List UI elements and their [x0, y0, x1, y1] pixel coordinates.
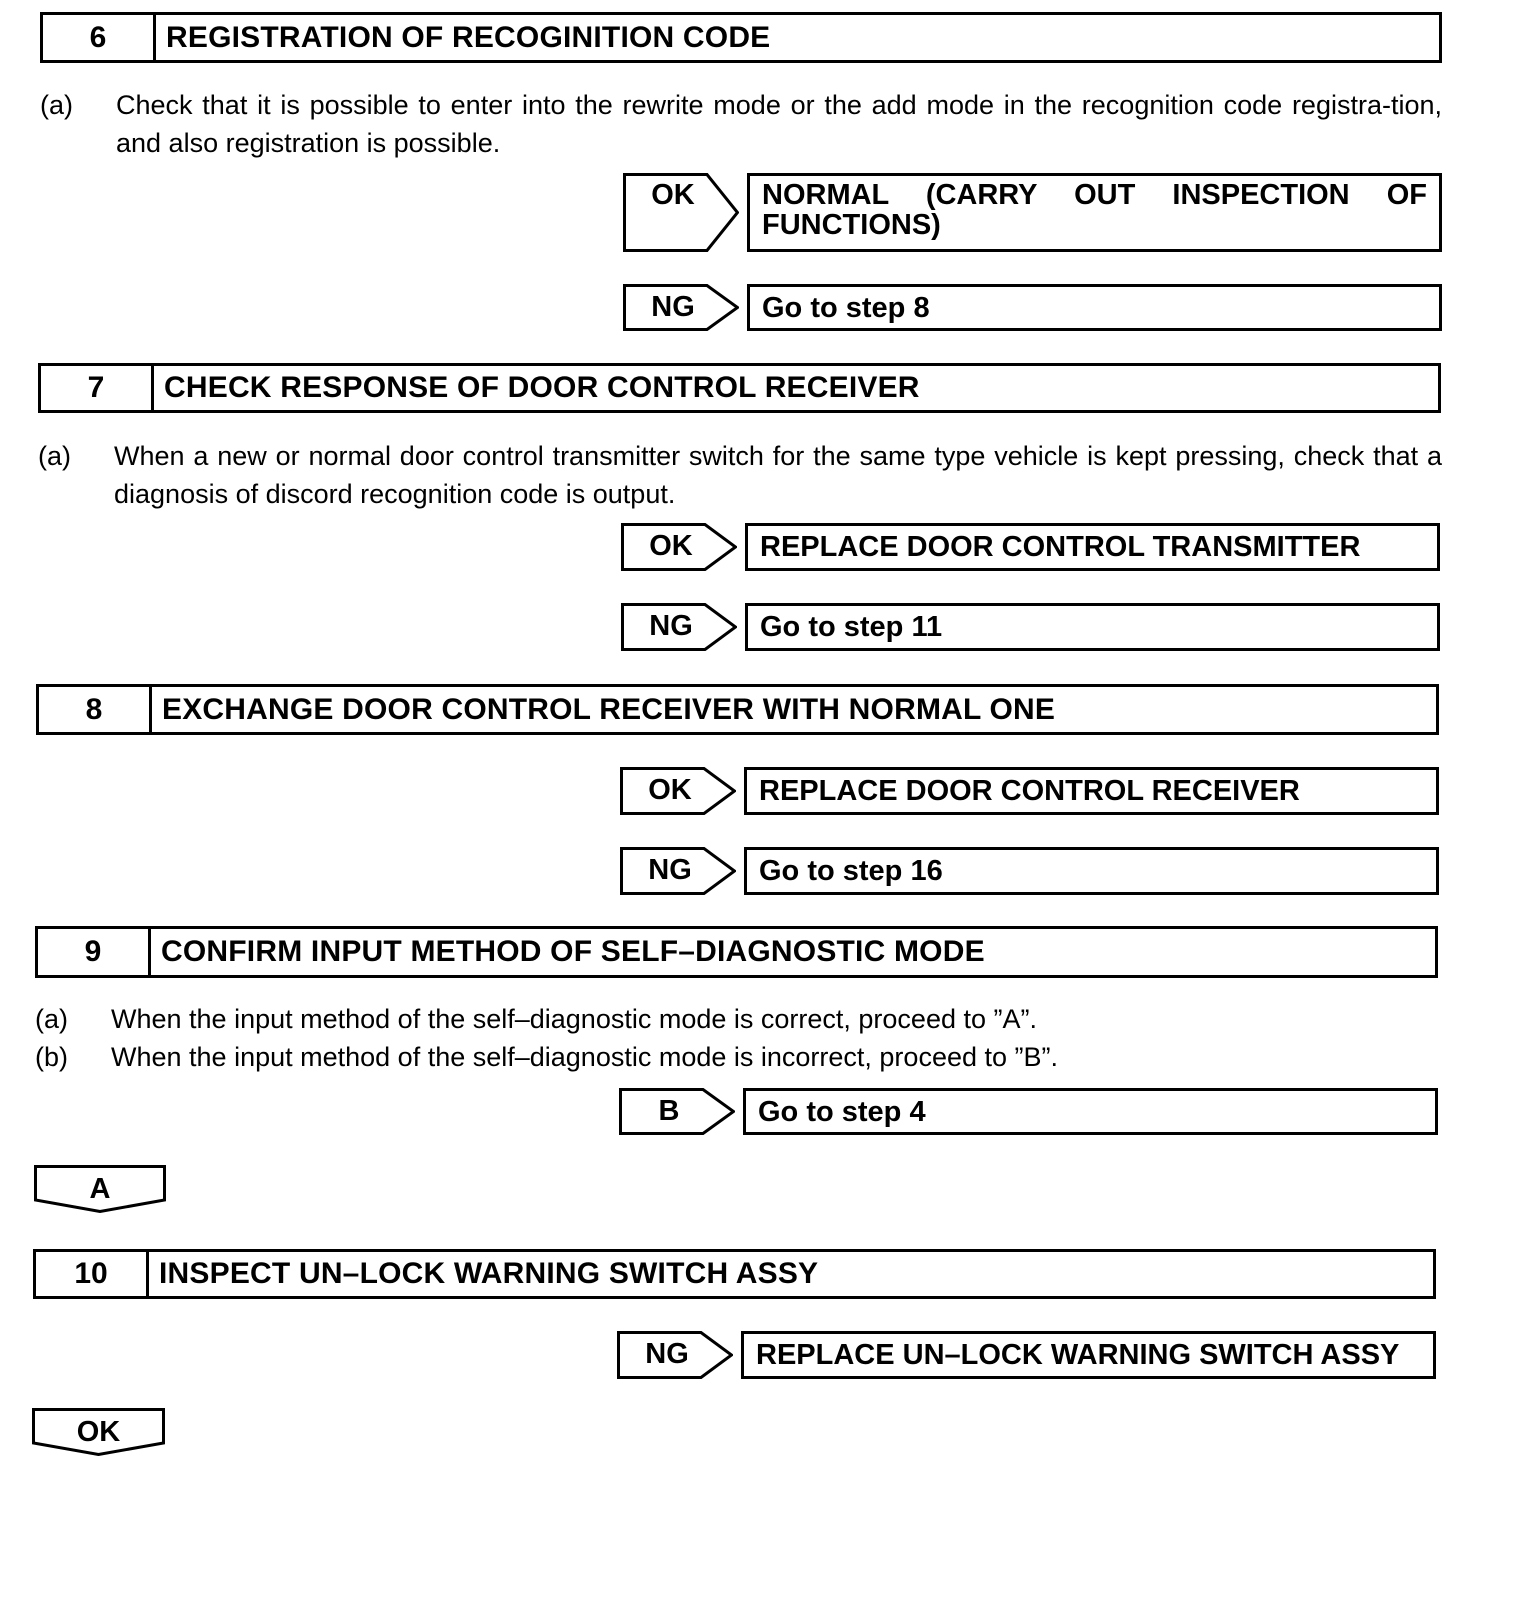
step-number: 10	[36, 1252, 149, 1296]
result-tag-ok	[621, 523, 737, 571]
step-number: 7	[41, 366, 154, 410]
result-action-box: Go to step 8	[747, 284, 1442, 331]
result-action-box: NORMAL (CARRY OUT INSPECTION OF FUNCTIONS)	[747, 173, 1442, 252]
result-tag-label: NG	[649, 610, 693, 642]
result-action-box: REPLACE DOOR CONTROL RECEIVER	[744, 767, 1439, 815]
instruction-paragraph	[35, 1038, 1439, 1076]
step-header	[36, 684, 1439, 735]
continue-tag-a	[34, 1165, 166, 1213]
result-tag-label: NG	[645, 1338, 689, 1370]
paragraph-text: When a new or normal door control transmitter switch for the same type vehicle is kept pressing, check that a diagnosis of discord recognition code is output.	[114, 441, 1442, 509]
paragraph-text: When the input method of the self–diagnostic mode is correct, proceed to ”A”.	[111, 1004, 1037, 1034]
step-title: CONFIRM INPUT METHOD OF SELF–DIAGNOSTIC MODE	[161, 935, 985, 968]
paragraph-text: Check that it is possible to enter into the rewrite mode or the add mode in the recognition code registra-tion, and also registration is possible.	[116, 90, 1442, 158]
result-tag-label: OK	[651, 179, 695, 211]
step-title: EXCHANGE DOOR CONTROL RECEIVER WITH NORMAL ONE	[162, 692, 1056, 726]
paragraph-label: (a)	[40, 90, 73, 120]
continue-tag-label: OK	[76, 1416, 121, 1448]
instruction-paragraph	[38, 437, 1442, 513]
result-action-box: Go to step 4	[743, 1088, 1438, 1135]
paragraph-label: (a)	[35, 1004, 68, 1034]
step-number: 6	[43, 15, 156, 60]
step-number: 8	[39, 687, 152, 732]
step-title: REGISTRATION OF RECOGINITION CODE	[166, 20, 771, 54]
result-tag-label: OK	[648, 774, 692, 806]
continue-tag-label: A	[89, 1173, 111, 1205]
result-tag-ng	[623, 284, 739, 331]
paragraph-label: (b)	[35, 1042, 68, 1072]
result-action-box: Go to step 11	[745, 603, 1440, 651]
result-tag-label: NG	[648, 854, 692, 886]
result-tag-ok	[620, 767, 736, 815]
continue-tag-ok	[32, 1408, 165, 1456]
result-tag-label: OK	[649, 530, 693, 562]
instruction-paragraph	[35, 1000, 1439, 1038]
step-header	[38, 363, 1441, 413]
result-tag-label: B	[658, 1094, 680, 1127]
result-tag-label: NG	[651, 290, 695, 323]
result-action-box: REPLACE DOOR CONTROL TRANSMITTER	[745, 523, 1440, 571]
result-tag-ng	[617, 1331, 733, 1379]
result-tag-ng	[621, 603, 737, 651]
step-title: CHECK RESPONSE OF DOOR CONTROL RECEIVER	[164, 371, 920, 404]
step-number: 9	[38, 929, 151, 975]
step-header	[40, 12, 1442, 63]
paragraph-text: When the input method of the self–diagnostic mode is incorrect, proceed to ”B”.	[111, 1042, 1059, 1072]
result-action-box: REPLACE UN–LOCK WARNING SWITCH ASSY	[741, 1331, 1436, 1379]
paragraph-label: (a)	[38, 441, 71, 471]
instruction-paragraph	[40, 86, 1442, 162]
result-tag-ok	[623, 173, 739, 252]
result-tag-ng	[620, 847, 736, 895]
step-header	[33, 1249, 1436, 1299]
step-header	[35, 926, 1438, 978]
result-tag-b	[619, 1088, 735, 1135]
result-action-box: Go to step 16	[744, 847, 1439, 895]
step-title: INSPECT UN–LOCK WARNING SWITCH ASSY	[159, 1257, 819, 1290]
